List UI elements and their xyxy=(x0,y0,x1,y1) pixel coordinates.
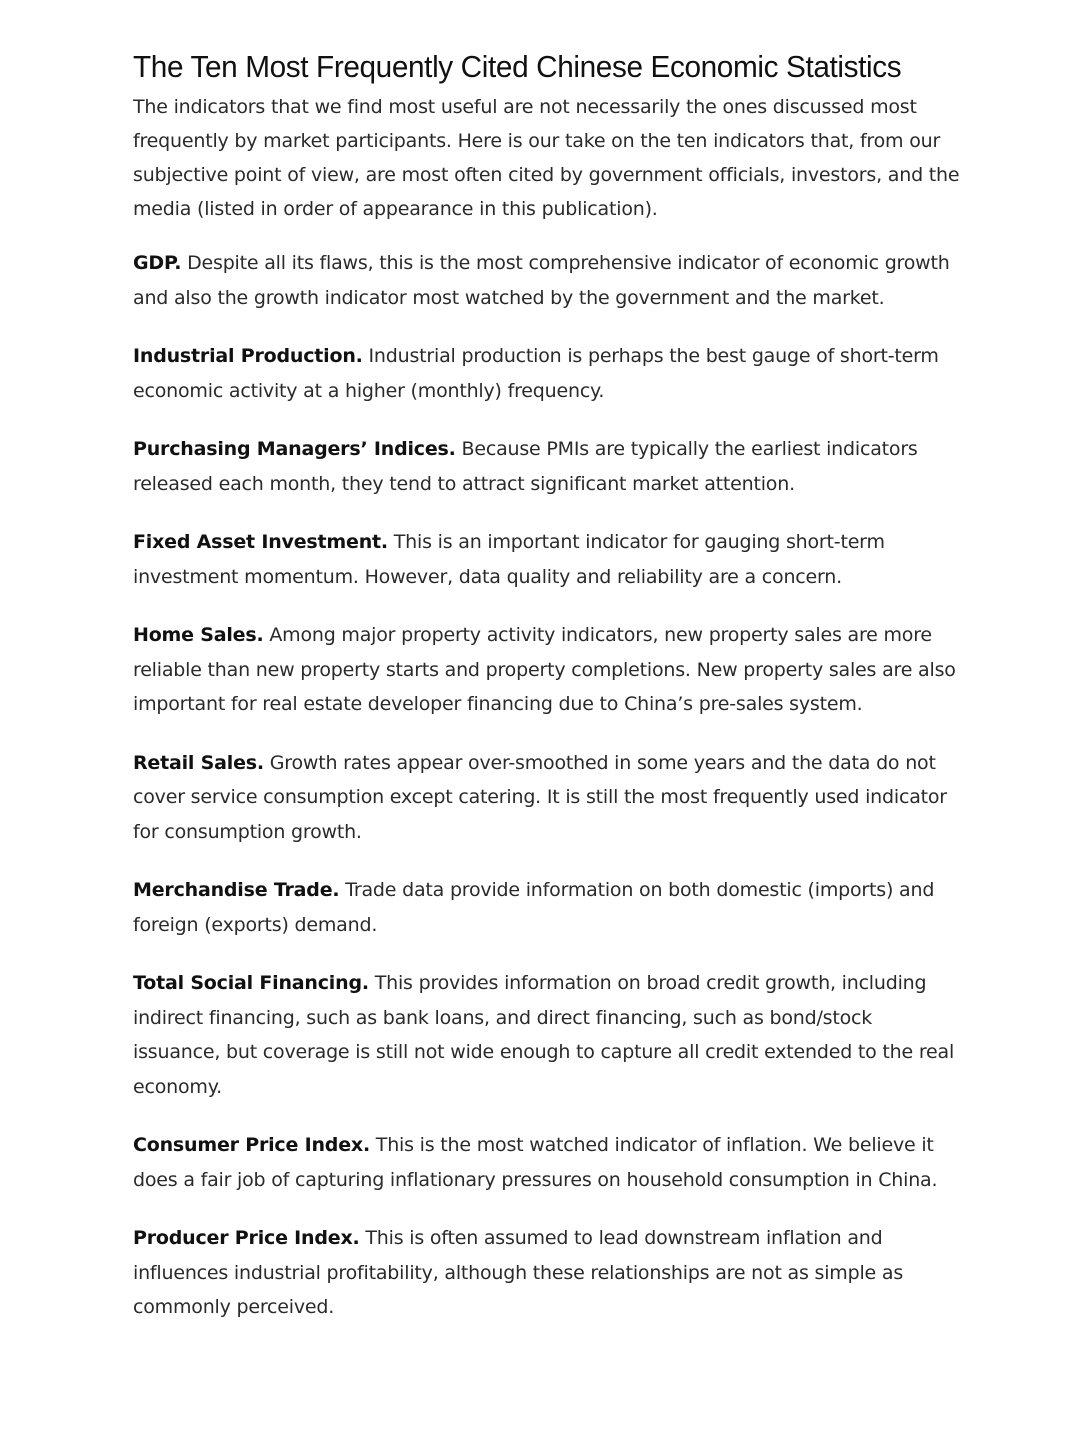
indicator-term: Home Sales. xyxy=(133,624,264,646)
indicator-description: This is often assumed to lead downstream inflation and influences industrial profitability, although these relationships are not as simple as commonly perceived. xyxy=(133,1227,904,1318)
indicator-total-social-financing xyxy=(133,966,963,1104)
indicator-term: Merchandise Trade. xyxy=(133,879,340,901)
indicator-gdp xyxy=(133,246,963,315)
page-title: The Ten Most Frequently Cited Chinese Economic Statistics xyxy=(133,49,902,84)
indicator-retail-sales xyxy=(133,746,963,850)
indicator-pmi xyxy=(133,432,963,501)
indicator-description: Trade data provide information on both domestic (imports) and foreign (exports) demand. xyxy=(133,879,935,936)
indicator-term: Purchasing Managers’ Indices. xyxy=(133,438,456,460)
indicator-description: This is an important indicator for gauging short-term investment momentum. However, data quality and reliability are a concern. xyxy=(133,531,885,588)
indicator-description: This provides information on broad credit growth, including indirect financing, such as bank loans, and direct financing, such as bond/stock issuance, but coverage is still not wide enough to capture all credit extended to the real economy. xyxy=(133,972,955,1098)
indicator-home-sales xyxy=(133,618,963,722)
intro-paragraph: The indicators that we find most useful are not necessarily the ones discussed most frequently by market participants. Here is our take on the ten indicators that, from our subjective point of view, are most often cited by government officials, investors, and the media (listed in order of appearance in this publication). xyxy=(133,96,960,220)
indicator-merchandise-trade xyxy=(133,873,963,942)
indicator-term: Retail Sales. xyxy=(133,751,264,774)
indicator-term: Producer Price Index. xyxy=(133,1227,360,1249)
indicator-description: Despite all its flaws, this is the most comprehensive indicator of economic growth and also the growth indicator most watched by the government and the market. xyxy=(133,252,950,309)
document-page xyxy=(133,48,963,1325)
indicator-description: Industrial production is perhaps the best gauge of short-term economic activity at a higher (monthly) frequency. xyxy=(133,345,939,402)
indicator-term: Total Social Financing. xyxy=(133,972,369,994)
indicator-producer-price-index xyxy=(133,1221,963,1325)
indicator-description: Because PMIs are typically the earliest indicators released each month, they tend to attract significant market attention. xyxy=(133,438,918,495)
indicator-term: Consumer Price Index. xyxy=(133,1134,370,1156)
indicator-description: Among major property activity indicators, new property sales are more reliable than new property starts and property completions. New property sales are also important for real estate developer financing due to China’s pre-sales system. xyxy=(133,624,956,715)
indicator-term: Fixed Asset Investment. xyxy=(133,531,388,553)
indicator-term: GDP. xyxy=(133,252,182,274)
indicator-term: Industrial Production. xyxy=(133,345,363,367)
indicator-description: This is the most watched indicator of inflation. We believe it does a fair job of capturing inflationary pressures on household consumption in China. xyxy=(133,1134,938,1191)
indicator-industrial-production xyxy=(133,339,963,408)
indicator-consumer-price-index xyxy=(133,1128,963,1197)
indicator-list xyxy=(133,246,963,1325)
indicator-fixed-asset-investment xyxy=(133,525,963,594)
indicator-description: Growth rates appear over-smoothed in some years and the data do not cover service consumption except catering. It is still the most frequently used indicator for consumption growth. xyxy=(133,751,947,843)
